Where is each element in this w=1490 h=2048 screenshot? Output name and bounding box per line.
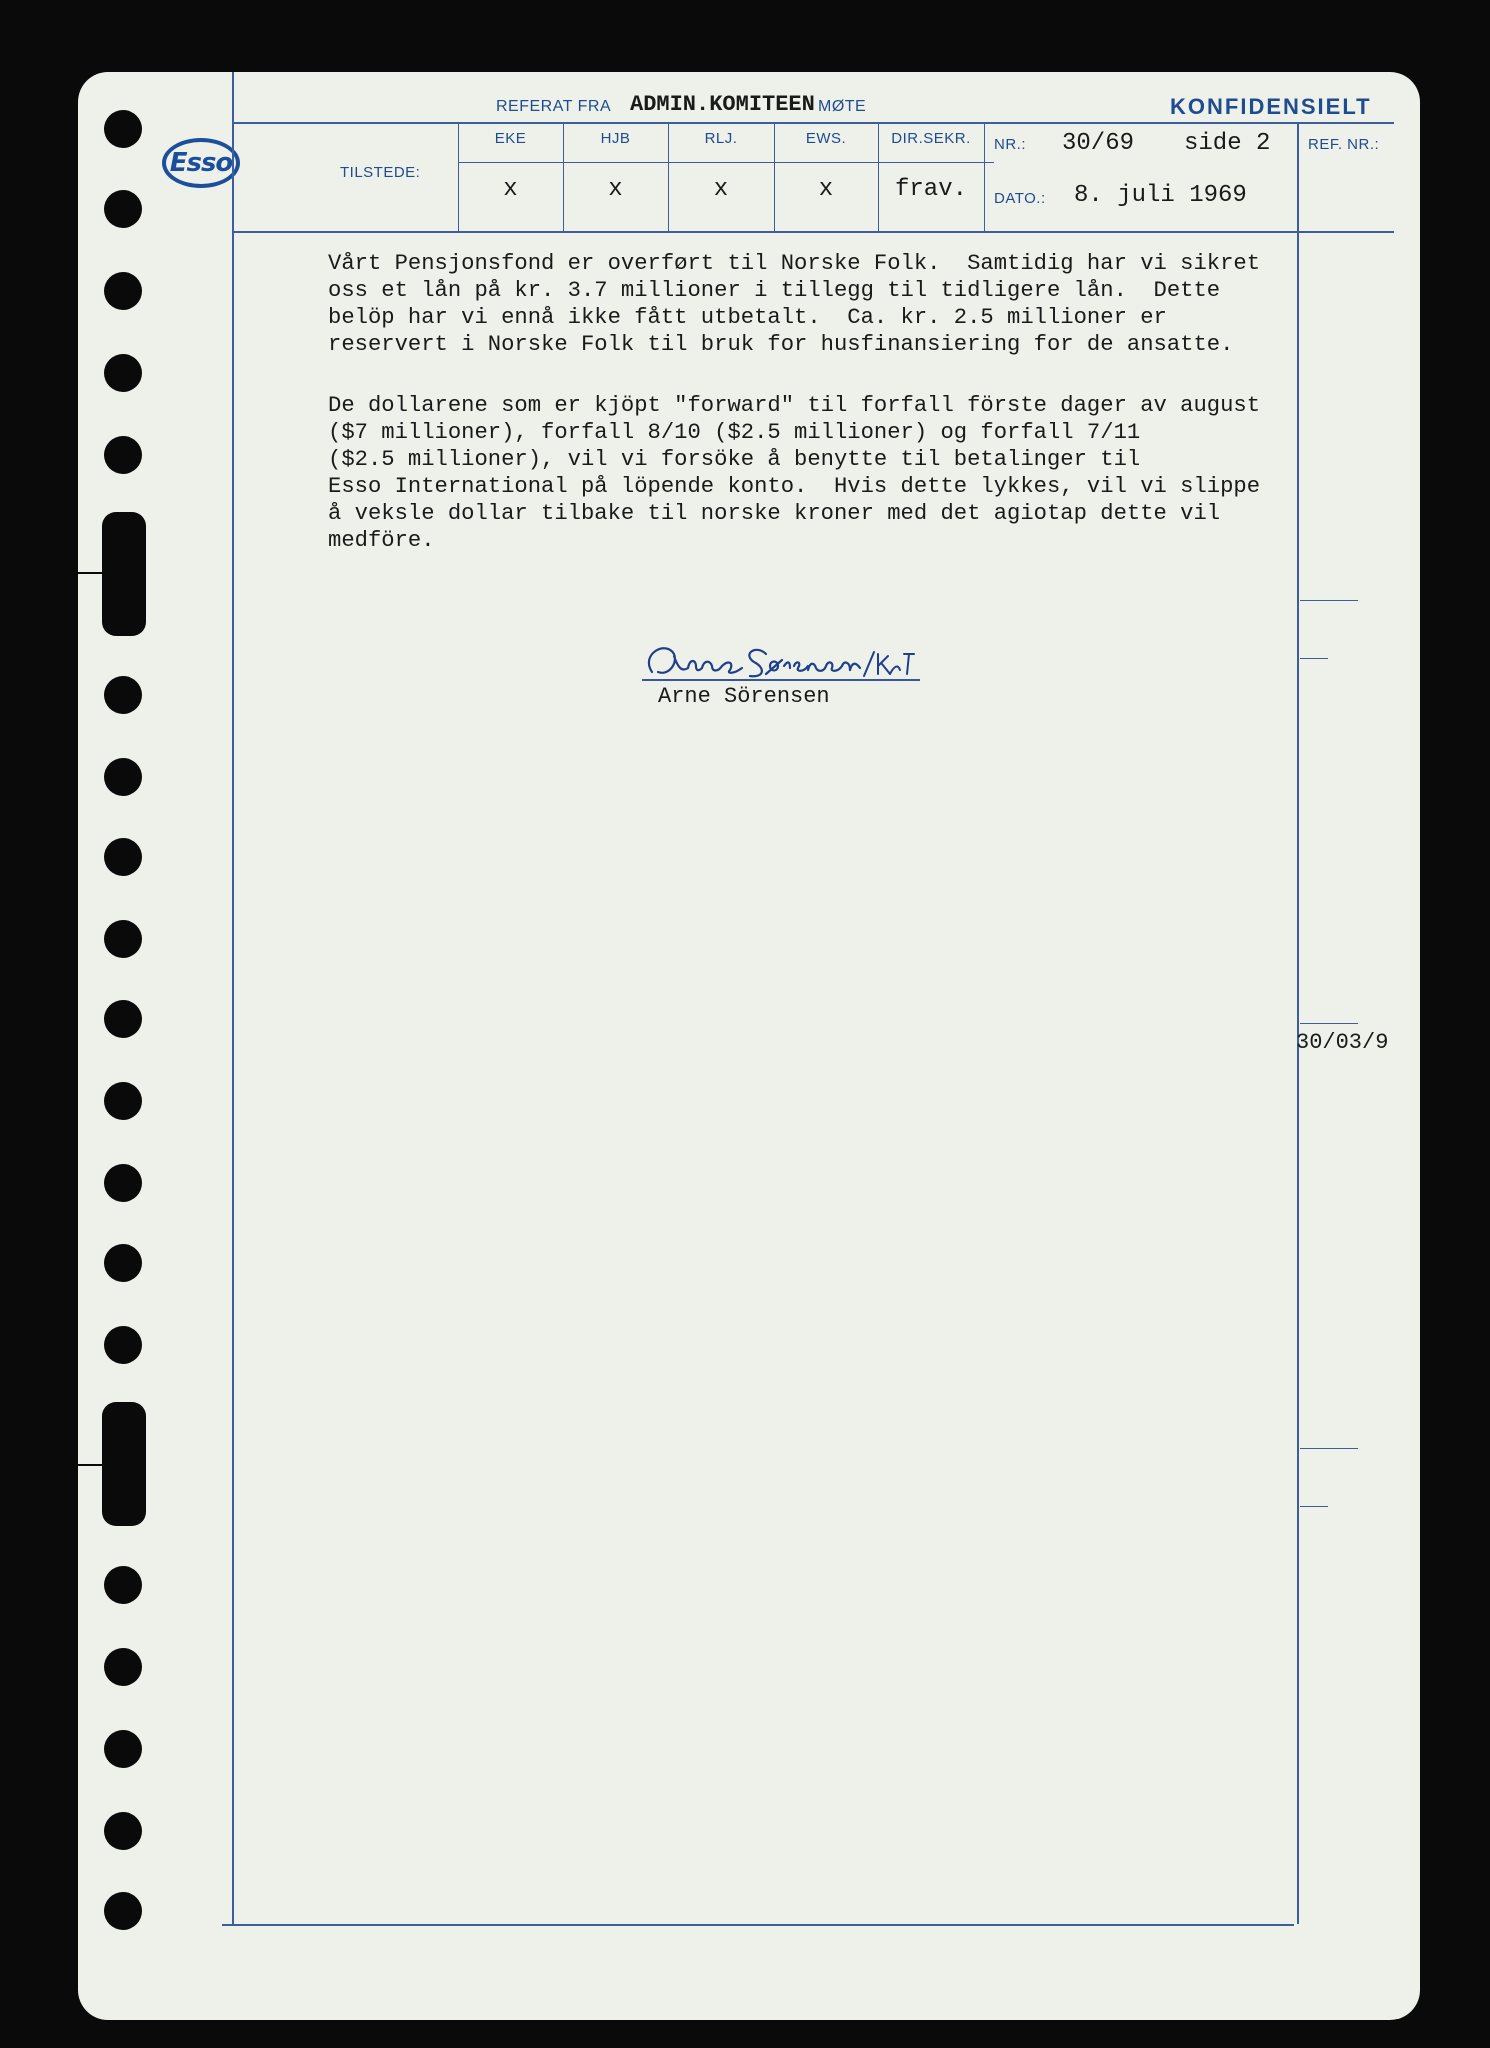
punch-hole [104, 354, 142, 392]
punch-hole [104, 1244, 142, 1282]
attendee-mark: x [713, 176, 729, 203]
col-divider [984, 124, 985, 232]
margin-tick [1300, 658, 1328, 659]
dato-value: 8. juli 1969 [1074, 182, 1247, 209]
margin-tick [1300, 600, 1358, 601]
punch-hole [104, 758, 142, 796]
header-row-divider [232, 122, 1394, 124]
attendee-mark: x [503, 176, 518, 203]
referat-label: REFERAT FRA [496, 98, 612, 115]
attendee-mark: x [608, 176, 623, 203]
punch-hole [104, 1326, 142, 1364]
margin-tick [1300, 1506, 1328, 1507]
body-line: å veksle dollar tilbake til norske kroner med det agiotap dette vil [328, 501, 1221, 526]
punch-hole [104, 110, 142, 148]
attendee-initials: RLJ. [704, 130, 738, 147]
body-line: medföre. [328, 528, 435, 553]
document-page [78, 72, 1420, 2020]
punch-hole [104, 676, 142, 714]
body-line: ($2.5 millioner), vil vi forsöke å benytte til betalinger til [328, 447, 1141, 472]
punch-hole [104, 436, 142, 474]
body-line: Esso International på löpende konto. Hvis dette lykkes, vil vi slippe [328, 474, 1261, 499]
tilstede-label: TILSTEDE: [340, 164, 421, 181]
body-line: Vårt Pensjonsfond er overført til Norske Folk. Samtidig har vi sikret [328, 251, 1261, 276]
binder-slot [102, 512, 146, 636]
side-value: side 2 [1184, 130, 1271, 157]
committee-name: ADMIN.KOMITEEN [630, 92, 815, 117]
ref-column-divider [1297, 124, 1299, 1924]
punch-hole [104, 1164, 142, 1202]
attendee-mark: frav. [894, 176, 967, 203]
attendee-initials: DIR.SEKR. [891, 130, 971, 147]
punch-hole [104, 1648, 142, 1686]
binder-tab-line [78, 1464, 138, 1466]
mote-label: MØTE [818, 98, 867, 115]
body-line: De dollarene som er kjöpt "forward" til forfall förste dager av august [328, 393, 1261, 418]
form-left-border [232, 72, 234, 1924]
margin-note: 30/03/9 [1296, 1030, 1389, 1055]
punch-hole [104, 1730, 142, 1768]
margin-tick [1300, 1448, 1358, 1449]
attendee-mark: x [818, 176, 834, 203]
header-bottom-divider [232, 231, 1394, 233]
attendee-initials: EWS. [805, 130, 847, 147]
body-line: belöp har vi ennå ikke fått utbetalt. Ca. kr. 2.5 millioner er [328, 305, 1167, 330]
punch-hole [104, 1892, 142, 1930]
attendee-subrow-divider [458, 162, 994, 163]
body-line: reservert i Norske Folk til bruk for husfinansiering for de ansatte. [328, 332, 1234, 357]
ref-nr-label: REF. NR.: [1308, 136, 1380, 153]
binder-tab-line [78, 572, 138, 574]
esso-logo: Esso [162, 138, 240, 188]
punch-hole [104, 1000, 142, 1038]
punch-hole [104, 1812, 142, 1850]
dato-label: DATO.: [994, 190, 1046, 207]
punch-hole [104, 920, 142, 958]
handwritten-signature [638, 632, 928, 692]
form-bottom-border [222, 1924, 1294, 1926]
margin-tick [1300, 1023, 1358, 1024]
attendee-initials: EKE [494, 130, 527, 147]
nr-label: NR.: [994, 136, 1026, 153]
punch-hole [104, 1082, 142, 1120]
punch-hole [104, 272, 142, 310]
confidential-label: KONFIDENSIELT [1170, 94, 1372, 119]
attendee-initials: HJB [600, 130, 631, 147]
punch-hole [104, 838, 142, 876]
nr-value: 30/69 [1062, 130, 1135, 157]
punch-hole [104, 1566, 142, 1604]
body-line: ($7 millioner), forfall 8/10 ($2.5 millioner) og forfall 7/11 [328, 420, 1141, 445]
punch-hole [104, 190, 142, 228]
signature-name: Arne Sörensen [658, 684, 830, 709]
body-line: oss et lån på kr. 3.7 millioner i tillegg til tidligere lån. Dette [328, 278, 1221, 303]
